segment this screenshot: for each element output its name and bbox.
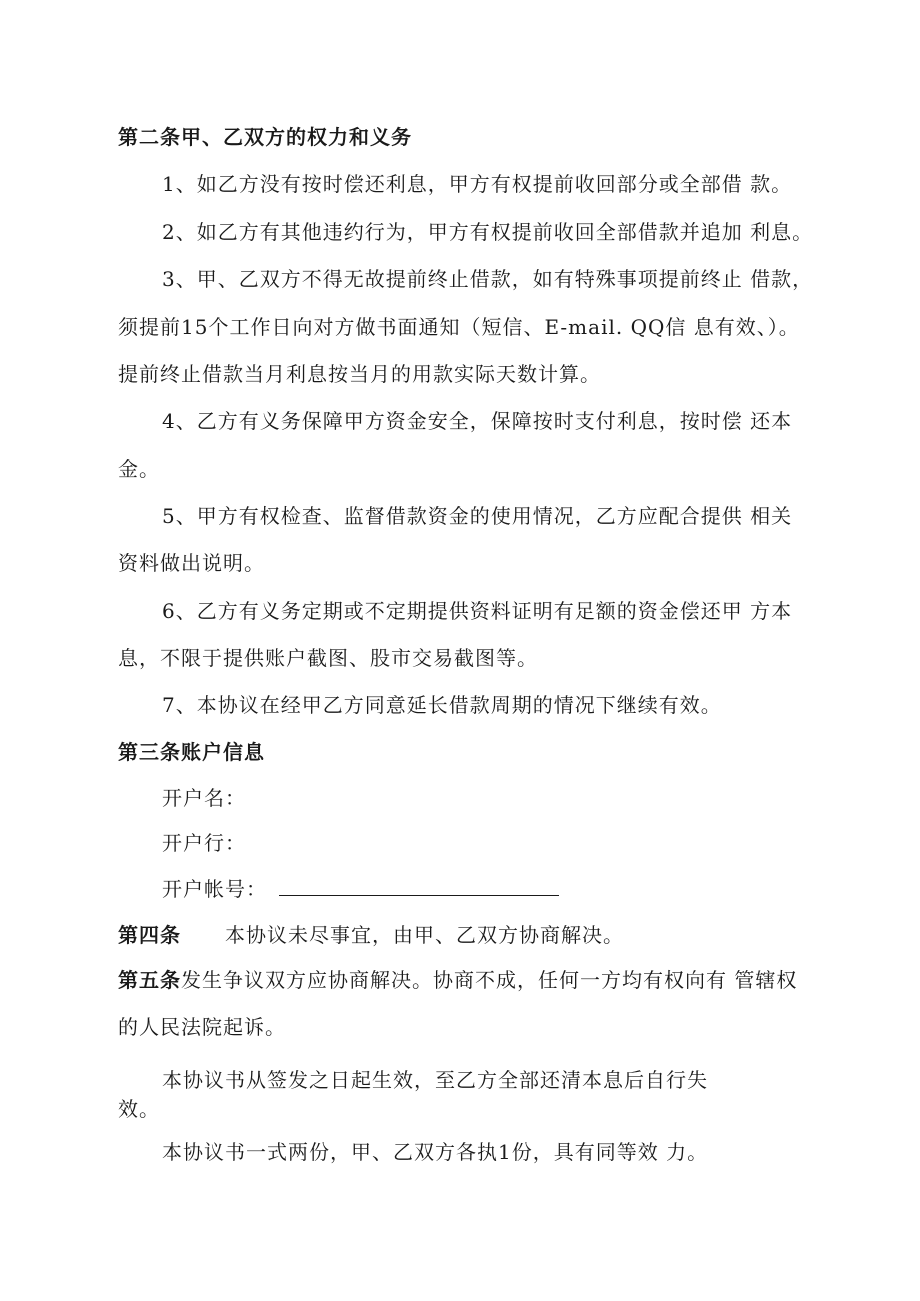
section-2-item-1: 1、如乙方没有按时偿还利息，甲方有权提前收回部分或全部借 款。 [162,172,793,196]
section-2-item-3-line-1: 3、甲、乙双方不得无故提前终止借款，如有特殊事项提前终止 借款， [162,267,814,291]
section-2-item-5-line-2: 资料做出说明。 [118,551,265,575]
section-5-text-line-1: 发生争议双方应协商解决。协商不成，任何一方均有权向有 管辖权 [181,968,798,992]
account-number-row [162,875,862,902]
section-2-item-6-line-1: 6、乙方有义务定期或不定期提供资料证明有足额的资金偿还甲 方本 [162,599,793,623]
section-2-item-7: 7、本协议在经甲乙方同意延长借款周期的情况下继续有效。 [162,693,722,717]
closing-effect-line-2: 效。 [118,1097,160,1121]
section-5-row [118,967,818,993]
section-4-row [118,922,818,948]
section-5-label: 第五条 [118,968,181,992]
bank-label: 开户行： [162,831,246,855]
account-number-blank-line [279,875,559,896]
section-2-item-4-line-2: 金。 [118,457,160,481]
section-2-item-5-line-1: 5、甲方有权检查、监督借款资金的使用情况，乙方应配合提供 相关 [162,504,793,528]
account-name-label: 开户名： [162,786,246,810]
section-5-text-line-2: 的人民法院起诉。 [118,1015,286,1039]
section-2-item-4-line-1: 4、乙方有义务保障甲方资金安全，保障按时支付利息，按时偿 还本 [162,409,793,433]
section-2-item-3-line-3: 提前终止借款当月利息按当月的用款实际天数计算。 [118,362,601,386]
closing-effect-line-1: 本协议书从签发之日起生效，至乙方全部还清本息后自行失 [162,1068,708,1092]
section-2-item-6-line-2: 息，不限于提供账户截图、股市交易截图等。 [118,646,538,670]
section-2-item-2: 2、如乙方有其他违约行为，甲方有权提前收回全部借款并追加 利息。 [162,220,814,244]
section-4-label: 第四条 [118,923,181,947]
closing-copies: 本协议书一式两份，甲、乙双方各执1份，具有同等效 力。 [162,1140,709,1164]
account-number-label: 开户帐号： [162,877,267,901]
section-3-heading: 第三条账户信息 [118,740,265,764]
section-2-heading: 第二条甲、乙双方的权力和义务 [118,125,412,149]
section-4-text: 本协议未尽事宜，由甲、乙双方协商解决。 [225,923,624,947]
section-2-item-3-line-2: 须提前15个工作日向对方做书面通知（短信、E-mail. QQ信 息有效、）。 [118,315,800,339]
